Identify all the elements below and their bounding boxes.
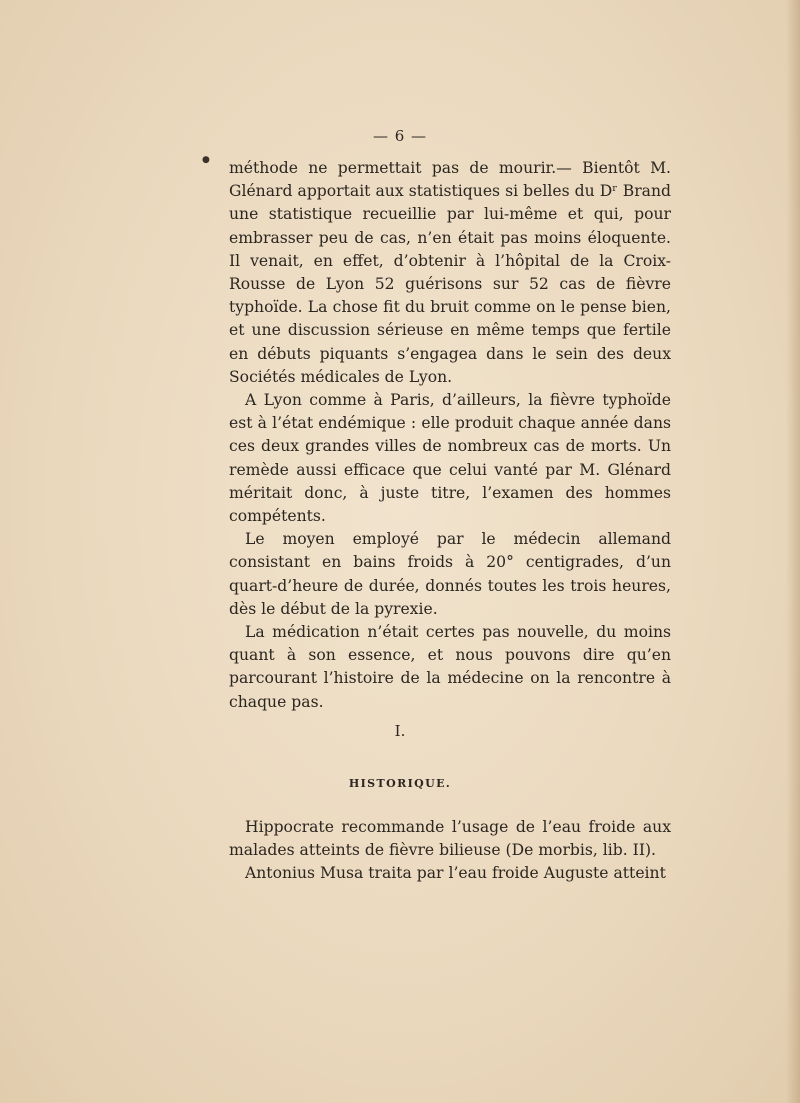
section-title: HISTORIQUE. bbox=[348, 777, 452, 790]
section-numeral: I. bbox=[394, 722, 406, 740]
paragraph: Hippocrate recommande l’usage de l’eau froide aux malades atteints de fièvre bilieuse (De morbis, lib. II). bbox=[229, 818, 671, 860]
paragraph: La médication n’était certes pas nouvelle, du moins quant à son essence, et nous pouvons dire qu’en parcourant l’histoire de la médecine on la rencontre à chaque pas. bbox=[229, 623, 671, 711]
body-text-top bbox=[229, 157, 671, 714]
paragraph: méthode ne permettait pas de mourir.— Bientôt M. Glénard apportait aux statistiques si belles du Dʳ Brand une statistique recueillie par lui-même et qui, pour embrasser peu de cas, n’en était pas moins éloquente. Il venait, en effet, d’obtenir à l’hôpital de la Croix-Rousse de Lyon 52 guérisons sur 52 cas de fièvre typhoïde. La chose fit du bruit comme on le pense bien, et une discussion sérieuse en même temps que fertile en débuts piquants s’engagea dans le sein des deux Sociétés médicales de Lyon. bbox=[229, 159, 671, 386]
body-text-bottom bbox=[229, 816, 671, 886]
paragraph: Antonius Musa traita par l’eau froide Auguste atteint bbox=[245, 864, 666, 883]
paragraph: A Lyon comme à Paris, d’ailleurs, la fièvre typhoïde est à l’état endémique : elle produit chaque année dans ces deux grandes villes de nombreux cas de morts. Un remède aussi efficace que celui vanté par M. Glénard méritait donc, à juste titre, l’examen des hommes compétents. bbox=[229, 391, 671, 526]
page-edge-shadow bbox=[786, 0, 800, 1103]
margin-dot: ● bbox=[202, 155, 210, 165]
page-number: — 6 — bbox=[372, 127, 428, 145]
paragraph: Le moyen employé par le médecin allemand consistant en bains froids à 20° centigrades, d’un quart-d’heure de durée, donnés toutes les trois heures, dès le début de la pyrexie. bbox=[229, 530, 671, 618]
